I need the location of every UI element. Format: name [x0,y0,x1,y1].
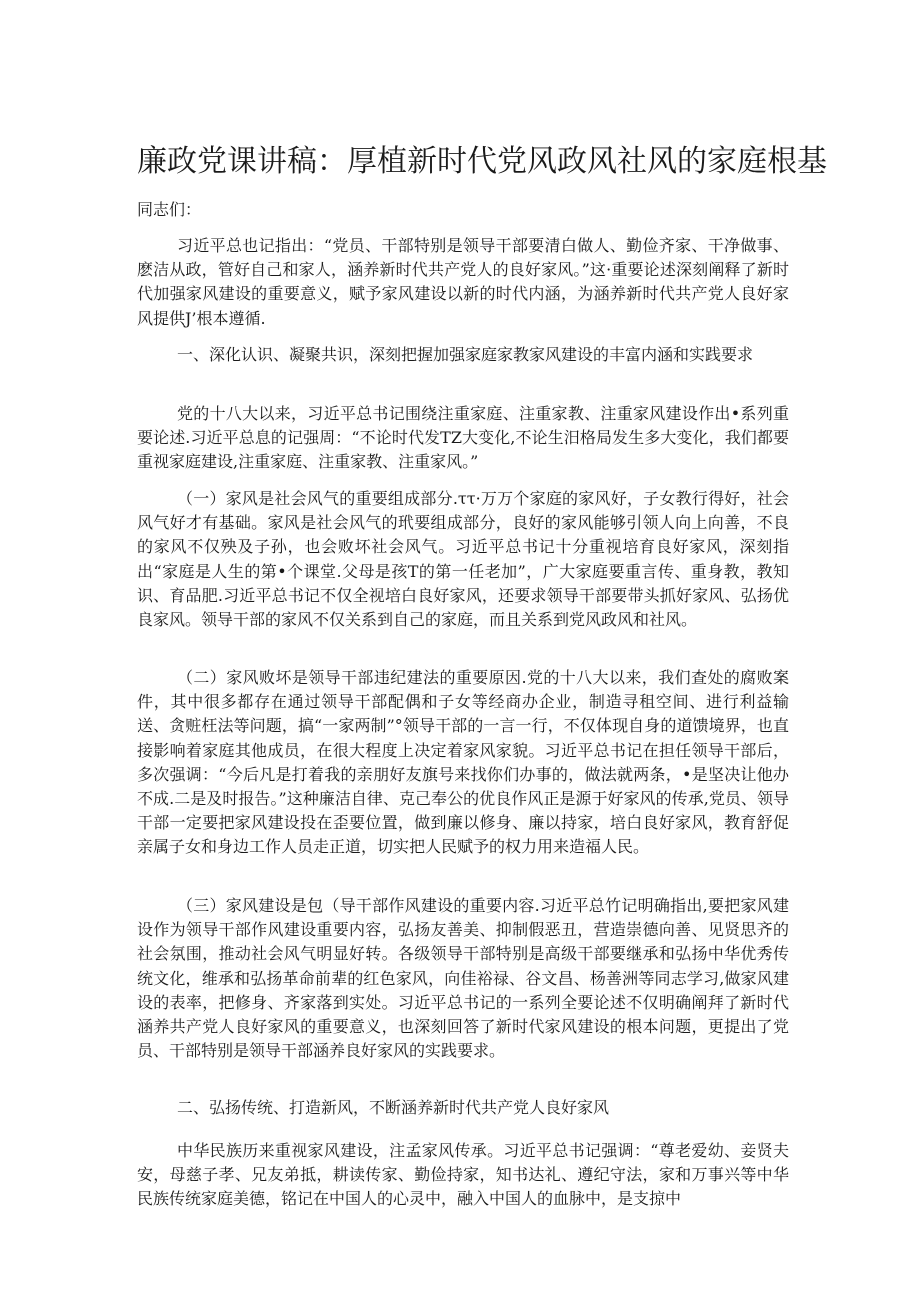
paragraph-point-2: （二）家风败坏是领导干部违纪建法的重要原因.党的十八大以来，我们查处的腐败案件，其中很多都存在通过领导干部配偶和子女等经商办企业，制造寻租空间、进行利益输送、贪赃枉法等问题，搞“一家两制”°领导干部的一言一行，不仅体现自身的道馈境界，也直接影响着家庭其他成员，在很大程度上决定着家风家貌。习近平总书记在担任领导干部后，多次强调：“今后凡是打着我的亲朋好友旗号来找你们办事的，做法就两条，•是坚决让他办不成.二是及时报告。”这种廉洁自律、克己奉公的优良作风正是源于好家风的传承,党员、领导干部一定要把家风建设投在歪要位置，做到廉以修身、廉以持家，培白良好家风，教育舒促亲属子女和身边工作人员走正道，切实把人民赋予的权力用来造福人民。 [137,668,789,857]
paragraph-intro: 习近平总也记指出：“党员、干部特别是领导干部要清白做人、勤俭齐家、干净做事、麽洁从政，管好自己和家人，涵养新时代共产党人的良好家风。”这·重要论述深刻阐释了新时代加强家风建设的重要意义，赋予家风建设以新的时代内涵，为涵养新时代共产党人良好家风提供J’根本遵循. [137,236,789,328]
paragraph-section-1-intro: 党的十八大以来，习近平总书记围绕注重家庭、注重家教、注重家风建设作出•系列重要论述.习近平总息的记强周：“不论时代发TZ大变化,不论生汨格局发生多大变化，我们都要重视家庭建设,注重家庭、注重家教、注重家风。” [137,404,789,472]
paragraph-point-3: （三）家风建设是包（导干部作风建设的重要内容.习近平总竹记明确指出,要把家风建设作为领导干部作风建设重要内容，弘扬友善美、抑制假恶丑，营造崇德向善、见贤思齐的社会氛围，推动社会风气明显好转。各级领导干部特别是高级干部要继承和弘扬中华优秀传统文化，维承和弘扬革命前辈的红色家风，向佳裕禄、谷文昌、杨善洲等同志学习,做家风建设的表率，把修身、齐家落到实处。习近平总书记的一系列全要论述不仅明确阐拜了新时代涵养共产党人良好家风的重要意义，也深刻回答了新时代家风建设的根本问题，更提出了党员、干部特别是领导干部涵养良好家风的实践要求。 [137,896,789,1061]
section-heading-2: 二、弘扬传统、打造新风，不断涵养新时代共产党人良好家风 [177,1098,610,1117]
paragraph-point-1: （一）家风是社会风气的重要组成部分.ττ·万万个家庭的家风好，子女教行得好，社会风气好才有基础。家风是社会风气的玳要组成部分，良好的家风能够引领人向上向善，不良的家风不仅殃及子孙，也会败坏社会风气。习近平总书记十分重视培育良好家风，深刻指出“家庭是人生的第•个课堂.父母是孩T的第一任老加”，广大家庭要重言传、重身教，教知识、育品肥.习近平总书记不仅全视培白良好家风，还要求领导干部要带头抓好家风、弘扬优良家风。领导干部的家风不仅关系到自己的家庭，而且关系到党风政风和社风。 [137,489,789,630]
paragraph-section-2-intro: 中华民族历来重视家风建设，注孟家风传承。习近平总书记强调：“尊老爱幼、妾贤夫安，母慈子孝、兄友弟抵，耕读传家、勤俭持家，知书达礼、遵纪守法，家和万事兴等中华民族传统家庭美德，铭记在中国人的心灵中，融入中国人的血脉中，是支掠中 [137,1141,789,1209]
salutation: 同志们： [137,200,202,219]
document-title: 廉政党课讲稿：厚植新时代党风政风社风的家庭根基 [137,144,827,179]
section-heading-1: 一、深化认识、凝聚共识，深刻把握加强家庭家教家风建设的丰富内涵和实践要求 [177,345,754,364]
